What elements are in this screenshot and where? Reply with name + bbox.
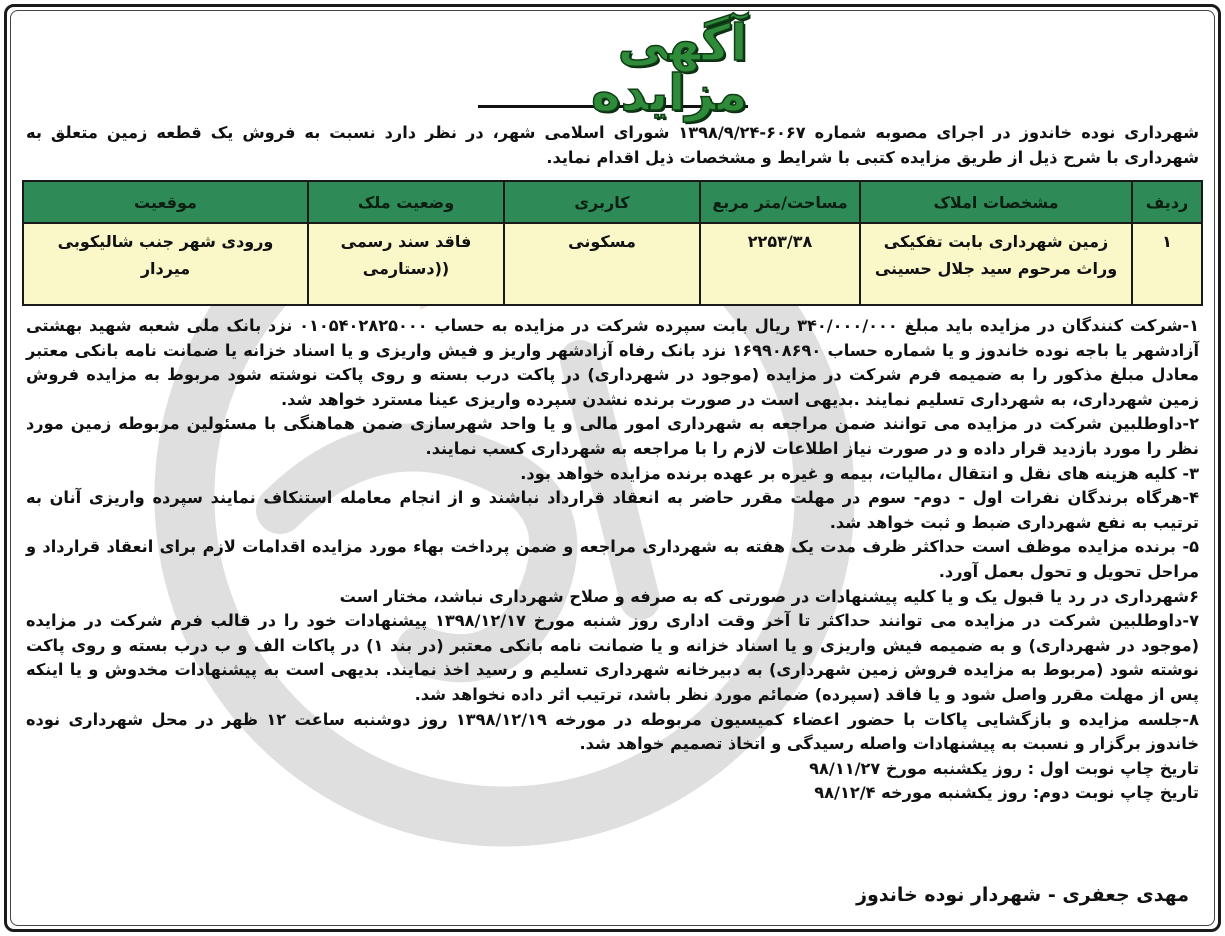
property-table-wrap: [22, 180, 1203, 306]
term-item: ۲-داوطلبین شرکت در مزایده می توانند ضمن مراجعه به شهرداری امور مالی و یا واحد شهرسازی ضمن هماهنگی با مسئولین مربوطه زمین مورد نظر را مورد بازدید قرار داده و در صورت نیاز اطلاعات لازم را با مراجعه به شهرداری کسب نمایند.: [26, 414, 1199, 458]
term-item: ۷-داوطلبین شرکت در مزایده می توانند حداکثر تا آخر وقت اداری روز شنبه مورخ ۱۳۹۸/۱۲/۱۷ پیشنهادات خود را در قالب فرم شرکت در مزایده (موجود در شهرداری) و به ضمیمه فیش واریزی و یا اسناد خزانه و یا ضمانت نامه بانکی معتبر (در بند ۱) در پاکات الف و ب درب بسته و روی پاکت نوشته شود (مربوط به مزایده فروش زمین شهرداری) به دبیرخانه شهرداری تسلیم و رسید اخذ نمایند. بدیهی است به پیشنهادات مخدوش و یا اینکه پس از مهلت مقرر واصل شود و یا فاقد (سپرده) ضمائم مورد نظر باشد، ترتیب اثر داده نخواهد شد.: [26, 611, 1199, 704]
table-row: [23, 223, 1202, 305]
header-location: موقعیت: [23, 181, 308, 223]
cell-land-use: مسکونی: [504, 223, 700, 305]
property-table: [22, 180, 1203, 306]
title-box: [478, 13, 748, 122]
notice-title: آگهی مزایده: [591, 13, 748, 122]
term-item: ۸-جلسه مزایده و بازگشایی پاکات با حضور اعضاء کمیسیون مربوطه در مورخه ۱۳۹۸/۱۲/۱۹ روز دوشنبه ساعت ۱۲ ظهر در محل شهرداری نوده خاندوز برگزار و نسبت به پیشنهادات واصله رسیدگی و اتخاذ تصمیم خواهد شد.: [26, 709, 1199, 754]
intro-paragraph: شهرداری نوده خاندوز در اجرای مصوبه شماره ۶۰۶۷-۱۳۹۸/۹/۲۴ شورای اسلامی شهر، در نظر دارد نسبت به فروش یک قطعه زمین متعلق به شهرداری با شرح ذیل از طریق مزایده کتبی با شرایط و مشخصات ذیل اقدام نماید.: [26, 123, 1199, 167]
header-land-use: کاربری: [504, 181, 700, 223]
term-item: ۱-شرکت کنندگان در مزایده باید مبلغ ۳۴۰/۰۰۰/۰۰۰ ریال بابت سپرده شرکت در مزایده به حساب ۰۱۰۵۴۰۲۸۲۵۰۰۰ نزد بانک ملی شعبه شهید بهشتی آزادشهر یا باجه نوده خاندوز و یا شماره حساب ۱۶۹۹۰۸۶۹۰ نزد بانک رفاه آزادشهر واریز و فیش واریزی و یا اسناد خزانه یا ضمانت نامه بانکی معتبر معادل مبلغ مذکور را به ضمیمه فرم شرکت در مزایده (موجود در شهرداری) در پاکت درب بسته و روی پاکت نوشته شود مربوط به مزایده فروش زمین شهرداری، به شهرداری تسلیم نمایند .بدیهی است در صورت برنده نشدن سپرده واریزی عینا مسترد خواهد شد.: [26, 316, 1199, 409]
cell-property-spec: زمین شهرداری بابت تفکیکی وراث مرحوم سید جلال حسینی: [860, 223, 1132, 305]
term-item: ۳- کلیه هزینه های نقل و انتقال ،مالیات، بیمه و غیره بر عهده برنده مزایده خواهد بود.: [520, 463, 1199, 483]
table-header-row: [23, 181, 1202, 223]
cell-property-status: فاقد سند رسمی ((دستارمی: [308, 223, 504, 305]
mayor-signature: مهدی جعفری - شهردار نوده خاندوز: [856, 884, 1189, 906]
cell-row-number: ۱: [1132, 223, 1202, 305]
notice-content: [22, 13, 1203, 920]
header-area: مساحت/متر مربع: [700, 181, 860, 223]
cell-area: ۲۲۵۳/۳۸: [700, 223, 860, 305]
header-property-status: وضعیت ملک: [308, 181, 504, 223]
term-item: ۶شهرداری در رد یا قبول یک و یا کلیه پیشنهادات در صورتی که به صرفه و صلاح شهرداری نباشد، مختار است: [339, 586, 1199, 606]
term-item: ۴-هرگاه برندگان نفرات اول - دوم- سوم در مهلت مقرر حاضر به انعقاد قرارداد نباشند و از انجام معامله استنکاف نمایند سپرده واریزی آنان به ترتیب به نفع شهرداری ضبط و ثبت خواهد شد.: [26, 488, 1199, 532]
cell-location: ورودی شهر جنب شالیکوبی میردار: [23, 223, 308, 305]
first-print-date: تاریخ چاپ نوبت اول : روز یکشنبه مورخ ۹۸/۱۱/۲۷: [809, 758, 1199, 778]
term-item: ۵- برنده مزایده موظف است حداکثر ظرف مدت یک هفته به شهرداری مراجعه و ضمن پرداخت بهاء مورد مزایده اقدامات لازم برای انعقاد قرارداد و مراحل تحویل و تحول بعمل آورد.: [26, 537, 1199, 581]
terms-list: [26, 314, 1199, 757]
second-print-date: تاریخ چاپ نوبت دوم: روز یکشنبه مورخه ۹۸/۱۲/۴: [814, 783, 1199, 803]
header-property-spec: مشخصات املاک: [860, 181, 1132, 223]
title-area: [22, 13, 1203, 122]
header-row-number: ردیف: [1132, 181, 1202, 223]
print-dates: [26, 757, 1199, 806]
